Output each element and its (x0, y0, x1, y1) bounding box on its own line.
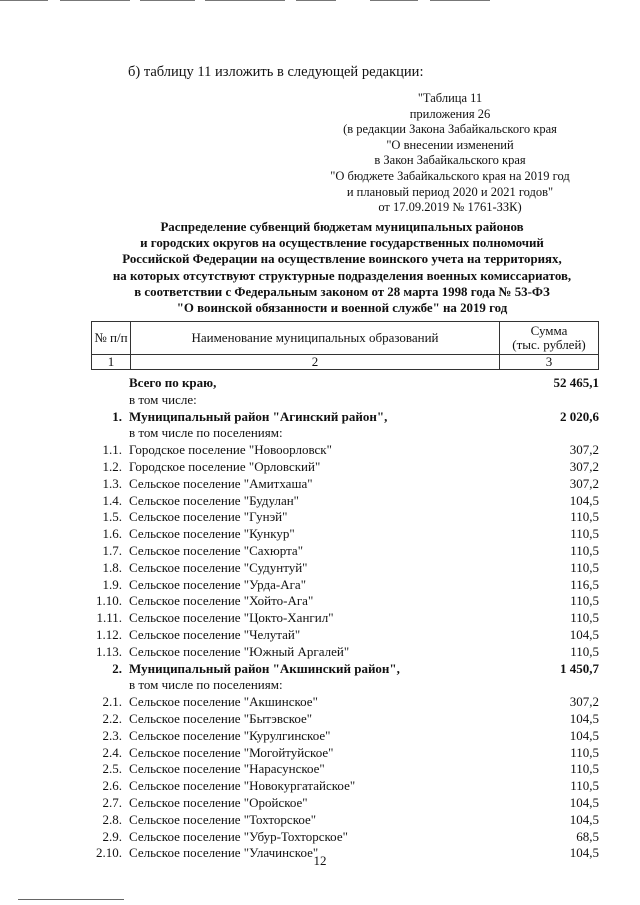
table-row (0, 593, 640, 610)
row-number: 1.9. (102, 576, 122, 592)
table-row (0, 761, 640, 778)
row-name: Муниципальный район "Агинский район", (129, 408, 388, 424)
table-row (0, 509, 640, 526)
row-name: Сельское поселение "Курулгинское" (129, 727, 331, 743)
row-name: Сельское поселение "Судунтуй" (129, 559, 308, 575)
table-body (0, 375, 640, 862)
row-name: Городское поселение "Новоорловск" (129, 442, 332, 458)
row-number: 2.8. (102, 811, 122, 827)
row-name: в том числе по поселениям: (129, 425, 283, 441)
intro-text: б) таблицу 11 изложить в следующей редакции: (128, 64, 424, 80)
table-row (0, 711, 640, 728)
row-number: 1.3. (102, 475, 122, 491)
header-sum-line1: Сумма (530, 323, 568, 338)
table-row (0, 677, 640, 694)
table-row (0, 795, 640, 812)
table-row (0, 409, 640, 426)
row-name: Сельское поселение "Могойтуйское" (129, 744, 334, 760)
row-value: 104,5 (569, 492, 599, 508)
footer-rule (18, 899, 124, 900)
row-number: 1.8. (102, 559, 122, 575)
table-row (0, 577, 640, 594)
row-name: Сельское поселение "Акшинское" (129, 694, 318, 710)
row-number: 1. (112, 408, 122, 424)
row-name: Сельское поселение "Амитхаша" (129, 475, 313, 491)
title-line: "О воинской обязанности и военной службе" на 2019 год (176, 301, 508, 316)
row-value: 104,5 (569, 710, 599, 726)
row-value: 110,5 (570, 509, 599, 525)
row-number: 1.12. (96, 626, 122, 642)
row-name: Сельское поселение "Кункур" (129, 526, 295, 542)
table-row (0, 728, 640, 745)
table-row (0, 442, 640, 459)
row-value: 110,5 (570, 542, 599, 558)
row-value: 110,5 (570, 761, 599, 777)
row-number: 1.4. (102, 492, 122, 508)
row-name: Сельское поселение "Южный Аргалей" (129, 643, 350, 659)
row-name: в том числе: (129, 391, 197, 407)
table-row (0, 375, 640, 392)
row-name: Сельское поселение "Убур-Тохторское" (129, 828, 348, 844)
row-number: 1.11. (96, 610, 122, 626)
caption-line: приложения 26 (409, 106, 491, 121)
scan-top-edge (0, 0, 640, 3)
row-name: Сельское поселение "Гунэй" (129, 509, 288, 525)
row-name: Муниципальный район "Акшинский район", (129, 660, 400, 676)
table-header (91, 321, 599, 370)
header-sum (500, 322, 599, 355)
table-row (0, 829, 640, 846)
row-value: 110,5 (570, 744, 599, 760)
row-value: 307,2 (569, 475, 599, 491)
row-name: Сельское поселение "Тохторское" (129, 811, 317, 827)
caption-line: от 17.09.2019 № 1761-ЗЗК) (378, 200, 522, 215)
row-value: 307,2 (569, 694, 599, 710)
row-number: 2.9. (102, 828, 122, 844)
row-value: 68,5 (576, 828, 599, 844)
caption-line: "О внесении изменений (386, 137, 514, 152)
row-name: Сельское поселение "Челутай" (129, 626, 301, 642)
row-value: 104,5 (569, 626, 599, 642)
row-number: 2.6. (102, 778, 122, 794)
row-number: 2. (112, 660, 122, 676)
row-number: 1.6. (102, 526, 122, 542)
table-row (0, 392, 640, 409)
row-value: 52 465,1 (553, 375, 599, 390)
row-name: Сельское поселение "Новокургатайское" (129, 778, 356, 794)
row-name: Сельское поселение "Бытэвское" (129, 710, 313, 726)
row-name: Сельское поселение "Оройское" (129, 794, 308, 810)
row-name: Городское поселение "Орловский" (129, 458, 321, 474)
title-line: и городских округов на осуществление государственных полномочий (140, 236, 544, 251)
table-row (0, 661, 640, 678)
caption-line: в Закон Забайкальского края (374, 153, 526, 168)
title-line: Российской Федерации на осуществление воинского учета на территориях, (122, 252, 562, 267)
row-value: 110,5 (570, 610, 599, 626)
row-number: 1.7. (102, 542, 122, 558)
column-number-2: 2 (131, 355, 500, 370)
table-row (0, 812, 640, 829)
table-row (0, 694, 640, 711)
row-number: 1.2. (102, 458, 122, 474)
row-value: 110,5 (570, 643, 599, 659)
header-sum-line2: (тыс. рублей) (512, 337, 586, 352)
table-row (0, 610, 640, 627)
row-name: Сельское поселение "Сахюрта" (129, 542, 303, 558)
page-number: 12 (313, 853, 327, 868)
row-number: 2.4. (102, 744, 122, 760)
row-name: Всего по краю, (129, 375, 217, 390)
row-name: Сельское поселение "Улачинское" (129, 845, 319, 861)
column-number-1: 1 (92, 355, 131, 370)
header-num: № п/п (92, 322, 131, 355)
row-value: 1 450,7 (560, 660, 599, 676)
column-number-3: 3 (500, 355, 599, 370)
table-row (0, 560, 640, 577)
row-value: 307,2 (569, 442, 599, 458)
table-row (0, 476, 640, 493)
row-number: 2.7. (102, 794, 122, 810)
table-row (0, 644, 640, 661)
row-value: 104,5 (569, 811, 599, 827)
row-name: Сельское поселение "Хойто-Ага" (129, 593, 314, 609)
table-row (0, 778, 640, 795)
caption-line: "О бюджете Забайкальского края на 2019 год (330, 168, 570, 183)
row-value: 104,5 (569, 727, 599, 743)
row-value: 110,5 (570, 778, 599, 794)
row-number: 2.3. (102, 727, 122, 743)
row-number: 1.13. (96, 643, 122, 659)
header-name: Наименование муниципальных образований (131, 322, 500, 355)
row-name: Сельское поселение "Цокто-Хангил" (129, 610, 334, 626)
table-caption (300, 91, 600, 216)
table-row (0, 493, 640, 510)
row-number: 2.10. (96, 845, 122, 861)
row-name: Сельское поселение "Нарасунское" (129, 761, 325, 777)
table-row (0, 745, 640, 762)
row-number: 2.2. (102, 710, 122, 726)
table-row (0, 526, 640, 543)
row-number: 1.10. (96, 593, 122, 609)
caption-line: "Таблица 11 (417, 91, 483, 105)
title-line: на которых отсутствуют структурные подразделения военных комиссариатов, (112, 268, 572, 283)
row-value: 104,5 (569, 794, 599, 810)
row-number: 1.1. (102, 442, 122, 458)
row-name: Сельское поселение "Урда-Ага" (129, 576, 306, 592)
row-name: в том числе по поселениям: (129, 677, 283, 693)
table-row (0, 543, 640, 560)
row-name: Сельское поселение "Будулан" (129, 492, 299, 508)
caption-line: (в редакции Закона Забайкальского края (343, 122, 557, 137)
title-line: Распределение субвенций бюджетам муниципальных районов (160, 220, 524, 234)
row-number: 1.5. (102, 509, 122, 525)
row-value: 116,5 (570, 576, 599, 592)
row-value: 104,5 (569, 845, 599, 861)
row-number: 2.1. (102, 694, 122, 710)
row-value: 110,5 (570, 526, 599, 542)
row-value: 110,5 (570, 593, 599, 609)
table-row (0, 627, 640, 644)
row-value: 110,5 (570, 559, 599, 575)
caption-line: и плановый период 2020 и 2021 годов" (346, 184, 554, 199)
table-row (0, 425, 640, 442)
document-title (74, 219, 610, 316)
row-value: 307,2 (569, 458, 599, 474)
table-row (0, 459, 640, 476)
row-number: 2.5. (102, 761, 122, 777)
row-value: 2 020,6 (560, 408, 599, 424)
title-line: в соответствии с Федеральным законом от 28 марта 1998 года № 53-ФЗ (134, 284, 550, 299)
